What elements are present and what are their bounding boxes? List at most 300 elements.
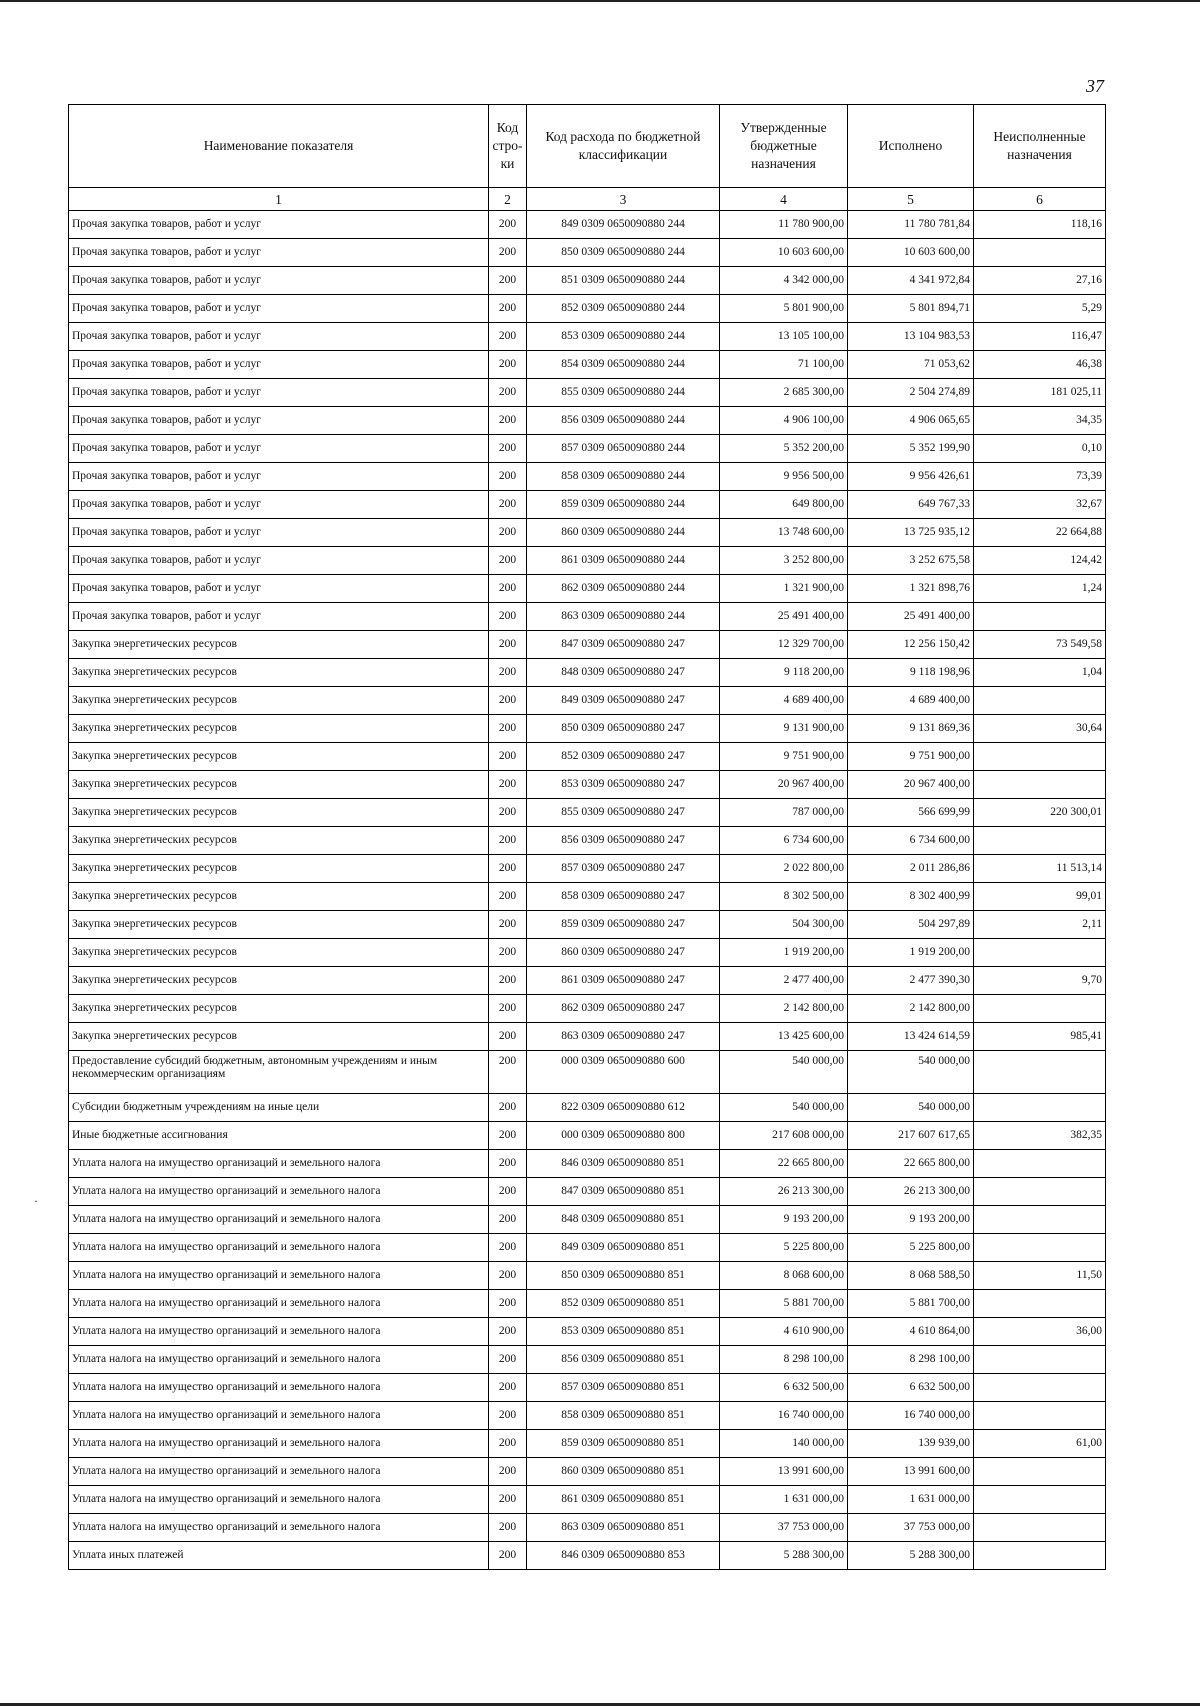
row-approved: 13 991 600,00 bbox=[720, 1458, 848, 1486]
row-unexecuted: 118,16 bbox=[974, 211, 1106, 239]
row-expense-code: 863 0309 0650090880 244 bbox=[527, 603, 720, 631]
row-approved: 140 000,00 bbox=[720, 1430, 848, 1458]
row-name: Прочая закупка товаров, работ и услуг bbox=[69, 211, 489, 239]
row-name: Уплата налога на имущество организаций и земельного налога bbox=[69, 1206, 489, 1234]
row-line-code: 200 bbox=[489, 911, 527, 939]
row-approved: 787 000,00 bbox=[720, 799, 848, 827]
row-name: Уплата налога на имущество организаций и земельного налога bbox=[69, 1402, 489, 1430]
table-row bbox=[69, 295, 1106, 323]
row-executed: 5 352 199,90 bbox=[848, 435, 974, 463]
row-approved: 5 288 300,00 bbox=[720, 1542, 848, 1570]
table-row bbox=[69, 1122, 1106, 1150]
row-name: Закупка энергетических ресурсов bbox=[69, 855, 489, 883]
row-executed: 9 118 198,96 bbox=[848, 659, 974, 687]
row-line-code: 200 bbox=[489, 1402, 527, 1430]
row-unexecuted bbox=[974, 1234, 1106, 1262]
row-executed: 10 603 600,00 bbox=[848, 239, 974, 267]
row-executed: 6 632 500,00 bbox=[848, 1374, 974, 1402]
row-name: Прочая закупка товаров, работ и услуг bbox=[69, 575, 489, 603]
row-line-code: 200 bbox=[489, 1150, 527, 1178]
table-row bbox=[69, 715, 1106, 743]
row-approved: 649 800,00 bbox=[720, 491, 848, 519]
row-approved: 37 753 000,00 bbox=[720, 1514, 848, 1542]
row-approved: 4 906 100,00 bbox=[720, 407, 848, 435]
row-line-code: 200 bbox=[489, 267, 527, 295]
row-executed: 25 491 400,00 bbox=[848, 603, 974, 631]
row-approved: 3 252 800,00 bbox=[720, 547, 848, 575]
row-executed: 12 256 150,42 bbox=[848, 631, 974, 659]
row-executed: 6 734 600,00 bbox=[848, 827, 974, 855]
row-unexecuted: 5,29 bbox=[974, 295, 1106, 323]
row-unexecuted: 11,50 bbox=[974, 1262, 1106, 1290]
row-approved: 2 685 300,00 bbox=[720, 379, 848, 407]
row-unexecuted: 124,42 bbox=[974, 547, 1106, 575]
row-unexecuted: 99,01 bbox=[974, 883, 1106, 911]
row-expense-code: 861 0309 0650090880 244 bbox=[527, 547, 720, 575]
row-unexecuted: 220 300,01 bbox=[974, 799, 1106, 827]
column-number: 2 bbox=[489, 188, 527, 211]
row-name: Закупка энергетических ресурсов bbox=[69, 995, 489, 1023]
row-line-code: 200 bbox=[489, 1178, 527, 1206]
row-executed: 11 780 781,84 bbox=[848, 211, 974, 239]
row-expense-code: 857 0309 0650090880 851 bbox=[527, 1374, 720, 1402]
table-row bbox=[69, 1150, 1106, 1178]
row-approved: 9 193 200,00 bbox=[720, 1206, 848, 1234]
row-executed: 13 424 614,59 bbox=[848, 1023, 974, 1051]
row-name: Закупка энергетических ресурсов bbox=[69, 687, 489, 715]
row-line-code: 200 bbox=[489, 1262, 527, 1290]
row-executed: 504 297,89 bbox=[848, 911, 974, 939]
table-row bbox=[69, 211, 1106, 239]
row-unexecuted bbox=[974, 1178, 1106, 1206]
row-approved: 504 300,00 bbox=[720, 911, 848, 939]
row-unexecuted bbox=[974, 1150, 1106, 1178]
row-unexecuted: 46,38 bbox=[974, 351, 1106, 379]
page-number: 37 bbox=[1086, 76, 1104, 96]
row-expense-code: 846 0309 0650090880 853 bbox=[527, 1542, 720, 1570]
row-expense-code: 859 0309 0650090880 851 bbox=[527, 1430, 720, 1458]
row-executed: 649 767,33 bbox=[848, 491, 974, 519]
row-expense-code: 850 0309 0650090880 851 bbox=[527, 1262, 720, 1290]
table-row bbox=[69, 1234, 1106, 1262]
row-name: Уплата иных платежей bbox=[69, 1542, 489, 1570]
row-unexecuted bbox=[974, 995, 1106, 1023]
row-expense-code: 000 0309 0650090880 800 bbox=[527, 1122, 720, 1150]
row-executed: 1 919 200,00 bbox=[848, 939, 974, 967]
row-expense-code: 854 0309 0650090880 244 bbox=[527, 351, 720, 379]
table-row bbox=[69, 1023, 1106, 1051]
row-name: Закупка энергетических ресурсов bbox=[69, 883, 489, 911]
row-line-code: 200 bbox=[489, 1206, 527, 1234]
table-row bbox=[69, 1346, 1106, 1374]
row-approved: 10 603 600,00 bbox=[720, 239, 848, 267]
row-approved: 6 734 600,00 bbox=[720, 827, 848, 855]
row-expense-code: 862 0309 0650090880 247 bbox=[527, 995, 720, 1023]
table-row bbox=[69, 1290, 1106, 1318]
row-unexecuted bbox=[974, 1206, 1106, 1234]
row-approved: 13 425 600,00 bbox=[720, 1023, 848, 1051]
table-row bbox=[69, 323, 1106, 351]
table-row bbox=[69, 631, 1106, 659]
budget-execution-table bbox=[68, 104, 1106, 1570]
row-line-code: 200 bbox=[489, 631, 527, 659]
table-row bbox=[69, 1486, 1106, 1514]
row-approved: 71 100,00 bbox=[720, 351, 848, 379]
row-executed: 8 298 100,00 bbox=[848, 1346, 974, 1374]
row-expense-code: 859 0309 0650090880 247 bbox=[527, 911, 720, 939]
row-unexecuted: 36,00 bbox=[974, 1318, 1106, 1346]
table-row bbox=[69, 575, 1106, 603]
row-unexecuted bbox=[974, 239, 1106, 267]
row-approved: 20 967 400,00 bbox=[720, 771, 848, 799]
row-unexecuted bbox=[974, 743, 1106, 771]
row-unexecuted bbox=[974, 1051, 1106, 1094]
row-expense-code: 822 0309 0650090880 612 bbox=[527, 1094, 720, 1122]
row-expense-code: 860 0309 0650090880 244 bbox=[527, 519, 720, 547]
row-expense-code: 855 0309 0650090880 244 bbox=[527, 379, 720, 407]
row-line-code: 200 bbox=[489, 295, 527, 323]
row-expense-code: 852 0309 0650090880 851 bbox=[527, 1290, 720, 1318]
row-expense-code: 853 0309 0650090880 244 bbox=[527, 323, 720, 351]
row-line-code: 200 bbox=[489, 687, 527, 715]
row-approved: 1 631 000,00 bbox=[720, 1486, 848, 1514]
row-name: Прочая закупка товаров, работ и услуг bbox=[69, 603, 489, 631]
row-line-code: 200 bbox=[489, 715, 527, 743]
row-unexecuted: 985,41 bbox=[974, 1023, 1106, 1051]
row-name: Уплата налога на имущество организаций и земельного налога bbox=[69, 1374, 489, 1402]
row-approved: 11 780 900,00 bbox=[720, 211, 848, 239]
row-executed: 20 967 400,00 bbox=[848, 771, 974, 799]
row-unexecuted: 116,47 bbox=[974, 323, 1106, 351]
row-unexecuted bbox=[974, 1458, 1106, 1486]
row-name: Прочая закупка товаров, работ и услуг bbox=[69, 547, 489, 575]
row-executed: 4 906 065,65 bbox=[848, 407, 974, 435]
row-expense-code: 000 0309 0650090880 600 bbox=[527, 1051, 720, 1094]
row-name: Прочая закупка товаров, работ и услуг bbox=[69, 239, 489, 267]
row-name: Уплата налога на имущество организаций и земельного налога bbox=[69, 1430, 489, 1458]
row-unexecuted: 382,35 bbox=[974, 1122, 1106, 1150]
row-approved: 13 105 100,00 bbox=[720, 323, 848, 351]
row-executed: 8 302 400,99 bbox=[848, 883, 974, 911]
row-line-code: 200 bbox=[489, 211, 527, 239]
row-unexecuted bbox=[974, 1374, 1106, 1402]
row-expense-code: 850 0309 0650090880 244 bbox=[527, 239, 720, 267]
row-approved: 2 477 400,00 bbox=[720, 967, 848, 995]
row-expense-code: 858 0309 0650090880 247 bbox=[527, 883, 720, 911]
row-unexecuted bbox=[974, 1514, 1106, 1542]
table-row bbox=[69, 771, 1106, 799]
row-expense-code: 863 0309 0650090880 247 bbox=[527, 1023, 720, 1051]
column-number-row bbox=[69, 188, 1106, 211]
table-row bbox=[69, 435, 1106, 463]
table-row bbox=[69, 883, 1106, 911]
row-approved: 5 801 900,00 bbox=[720, 295, 848, 323]
row-executed: 9 956 426,61 bbox=[848, 463, 974, 491]
row-expense-code: 847 0309 0650090880 247 bbox=[527, 631, 720, 659]
row-unexecuted: 61,00 bbox=[974, 1430, 1106, 1458]
row-expense-code: 863 0309 0650090880 851 bbox=[527, 1514, 720, 1542]
row-executed: 13 991 600,00 bbox=[848, 1458, 974, 1486]
table-row bbox=[69, 799, 1106, 827]
row-executed: 3 252 675,58 bbox=[848, 547, 974, 575]
row-line-code: 200 bbox=[489, 743, 527, 771]
row-line-code: 200 bbox=[489, 1458, 527, 1486]
row-approved: 5 352 200,00 bbox=[720, 435, 848, 463]
row-expense-code: 861 0309 0650090880 851 bbox=[527, 1486, 720, 1514]
row-executed: 540 000,00 bbox=[848, 1051, 974, 1094]
row-line-code: 200 bbox=[489, 351, 527, 379]
row-approved: 8 068 600,00 bbox=[720, 1262, 848, 1290]
row-expense-code: 849 0309 0650090880 247 bbox=[527, 687, 720, 715]
table-row bbox=[69, 267, 1106, 295]
row-name: Закупка энергетических ресурсов bbox=[69, 1023, 489, 1051]
row-name: Прочая закупка товаров, работ и услуг bbox=[69, 491, 489, 519]
scan-edge-top bbox=[0, 0, 1200, 2]
row-expense-code: 856 0309 0650090880 851 bbox=[527, 1346, 720, 1374]
header-executed: Исполнено bbox=[848, 105, 974, 188]
row-name: Уплата налога на имущество организаций и земельного налога bbox=[69, 1290, 489, 1318]
row-executed: 2 504 274,89 bbox=[848, 379, 974, 407]
row-name: Уплата налога на имущество организаций и земельного налога bbox=[69, 1262, 489, 1290]
header-name: Наименование показателя bbox=[69, 105, 489, 188]
table-row bbox=[69, 519, 1106, 547]
row-unexecuted bbox=[974, 603, 1106, 631]
row-unexecuted bbox=[974, 771, 1106, 799]
row-unexecuted bbox=[974, 687, 1106, 715]
table-row bbox=[69, 855, 1106, 883]
column-number: 1 bbox=[69, 188, 489, 211]
row-unexecuted: 1,04 bbox=[974, 659, 1106, 687]
table-row bbox=[69, 1514, 1106, 1542]
row-unexecuted: 9,70 bbox=[974, 967, 1106, 995]
row-executed: 9 131 869,36 bbox=[848, 715, 974, 743]
column-number: 5 bbox=[848, 188, 974, 211]
row-expense-code: 856 0309 0650090880 247 bbox=[527, 827, 720, 855]
row-name: Уплата налога на имущество организаций и земельного налога bbox=[69, 1514, 489, 1542]
row-executed: 540 000,00 bbox=[848, 1094, 974, 1122]
row-executed: 4 610 864,00 bbox=[848, 1318, 974, 1346]
row-line-code: 200 bbox=[489, 967, 527, 995]
row-executed: 566 699,99 bbox=[848, 799, 974, 827]
table-row bbox=[69, 743, 1106, 771]
row-approved: 8 298 100,00 bbox=[720, 1346, 848, 1374]
row-line-code: 200 bbox=[489, 323, 527, 351]
header-approved: Утвержденные бюджетные назначения bbox=[720, 105, 848, 188]
row-approved: 9 751 900,00 bbox=[720, 743, 848, 771]
row-name: Прочая закупка товаров, работ и услуг bbox=[69, 267, 489, 295]
table-row bbox=[69, 687, 1106, 715]
table-row bbox=[69, 911, 1106, 939]
row-name: Прочая закупка товаров, работ и услуг bbox=[69, 407, 489, 435]
row-expense-code: 853 0309 0650090880 851 bbox=[527, 1318, 720, 1346]
row-executed: 9 193 200,00 bbox=[848, 1206, 974, 1234]
row-line-code: 200 bbox=[489, 1542, 527, 1570]
row-unexecuted: 73,39 bbox=[974, 463, 1106, 491]
row-expense-code: 857 0309 0650090880 247 bbox=[527, 855, 720, 883]
row-line-code: 200 bbox=[489, 1318, 527, 1346]
row-executed: 26 213 300,00 bbox=[848, 1178, 974, 1206]
row-approved: 9 118 200,00 bbox=[720, 659, 848, 687]
row-name: Прочая закупка товаров, работ и услуг bbox=[69, 379, 489, 407]
margin-mark: · bbox=[34, 1194, 38, 1208]
header-unexecuted: Неисполненные назначения bbox=[974, 105, 1106, 188]
row-expense-code: 849 0309 0650090880 851 bbox=[527, 1234, 720, 1262]
row-expense-code: 856 0309 0650090880 244 bbox=[527, 407, 720, 435]
row-line-code: 200 bbox=[489, 1430, 527, 1458]
row-line-code: 200 bbox=[489, 995, 527, 1023]
table-row bbox=[69, 351, 1106, 379]
row-executed: 2 011 286,86 bbox=[848, 855, 974, 883]
row-approved: 8 302 500,00 bbox=[720, 883, 848, 911]
row-line-code: 200 bbox=[489, 407, 527, 435]
row-expense-code: 861 0309 0650090880 247 bbox=[527, 967, 720, 995]
table-row bbox=[69, 239, 1106, 267]
row-line-code: 200 bbox=[489, 827, 527, 855]
row-expense-code: 855 0309 0650090880 247 bbox=[527, 799, 720, 827]
table-row bbox=[69, 1178, 1106, 1206]
table-row bbox=[69, 603, 1106, 631]
row-expense-code: 848 0309 0650090880 851 bbox=[527, 1206, 720, 1234]
row-executed: 2 142 800,00 bbox=[848, 995, 974, 1023]
row-line-code: 200 bbox=[489, 435, 527, 463]
row-expense-code: 858 0309 0650090880 851 bbox=[527, 1402, 720, 1430]
row-unexecuted: 22 664,88 bbox=[974, 519, 1106, 547]
row-line-code: 200 bbox=[489, 799, 527, 827]
row-unexecuted: 181 025,11 bbox=[974, 379, 1106, 407]
row-name: Прочая закупка товаров, работ и услуг bbox=[69, 351, 489, 379]
row-approved: 2 142 800,00 bbox=[720, 995, 848, 1023]
row-name: Прочая закупка товаров, работ и услуг bbox=[69, 323, 489, 351]
table-row bbox=[69, 407, 1106, 435]
row-executed: 8 068 588,50 bbox=[848, 1262, 974, 1290]
row-expense-code: 847 0309 0650090880 851 bbox=[527, 1178, 720, 1206]
row-line-code: 200 bbox=[489, 239, 527, 267]
row-approved: 6 632 500,00 bbox=[720, 1374, 848, 1402]
row-line-code: 200 bbox=[489, 1514, 527, 1542]
row-unexecuted: 0,10 bbox=[974, 435, 1106, 463]
row-expense-code: 860 0309 0650090880 851 bbox=[527, 1458, 720, 1486]
row-approved: 12 329 700,00 bbox=[720, 631, 848, 659]
row-approved: 4 610 900,00 bbox=[720, 1318, 848, 1346]
table-row bbox=[69, 1402, 1106, 1430]
row-executed: 2 477 390,30 bbox=[848, 967, 974, 995]
row-name: Закупка энергетических ресурсов bbox=[69, 827, 489, 855]
row-unexecuted: 73 549,58 bbox=[974, 631, 1106, 659]
row-approved: 540 000,00 bbox=[720, 1051, 848, 1094]
row-name: Закупка энергетических ресурсов bbox=[69, 771, 489, 799]
row-name: Уплата налога на имущество организаций и земельного налога bbox=[69, 1458, 489, 1486]
row-approved: 9 956 500,00 bbox=[720, 463, 848, 491]
row-line-code: 200 bbox=[489, 771, 527, 799]
table-row bbox=[69, 659, 1106, 687]
row-name: Прочая закупка товаров, работ и услуг bbox=[69, 295, 489, 323]
row-executed: 9 751 900,00 bbox=[848, 743, 974, 771]
table-row bbox=[69, 827, 1106, 855]
row-unexecuted: 34,35 bbox=[974, 407, 1106, 435]
row-line-code: 200 bbox=[489, 1094, 527, 1122]
row-expense-code: 851 0309 0650090880 244 bbox=[527, 267, 720, 295]
row-line-code: 200 bbox=[489, 883, 527, 911]
row-name: Закупка энергетических ресурсов bbox=[69, 911, 489, 939]
table-row bbox=[69, 1430, 1106, 1458]
row-line-code: 200 bbox=[489, 575, 527, 603]
table-row bbox=[69, 1374, 1106, 1402]
row-approved: 217 608 000,00 bbox=[720, 1122, 848, 1150]
row-executed: 1 321 898,76 bbox=[848, 575, 974, 603]
table-row bbox=[69, 491, 1106, 519]
table-row bbox=[69, 1262, 1106, 1290]
row-approved: 2 022 800,00 bbox=[720, 855, 848, 883]
row-line-code: 200 bbox=[489, 1486, 527, 1514]
row-name: Иные бюджетные ассигнования bbox=[69, 1122, 489, 1150]
row-executed: 217 607 617,65 bbox=[848, 1122, 974, 1150]
row-unexecuted: 2,11 bbox=[974, 911, 1106, 939]
row-name: Предоставление субсидий бюджетным, автономным учреждениям и иным некоммерческим организациям bbox=[69, 1051, 489, 1094]
row-expense-code: 857 0309 0650090880 244 bbox=[527, 435, 720, 463]
header-line-code: Код стро- ки bbox=[489, 105, 527, 188]
row-name: Закупка энергетических ресурсов bbox=[69, 743, 489, 771]
row-approved: 5 225 800,00 bbox=[720, 1234, 848, 1262]
row-name: Закупка энергетических ресурсов bbox=[69, 659, 489, 687]
row-line-code: 200 bbox=[489, 939, 527, 967]
row-unexecuted bbox=[974, 1094, 1106, 1122]
row-name: Уплата налога на имущество организаций и земельного налога bbox=[69, 1150, 489, 1178]
row-expense-code: 860 0309 0650090880 247 bbox=[527, 939, 720, 967]
row-name: Закупка энергетических ресурсов bbox=[69, 967, 489, 995]
row-name: Закупка энергетических ресурсов bbox=[69, 939, 489, 967]
row-approved: 25 491 400,00 bbox=[720, 603, 848, 631]
row-approved: 1 321 900,00 bbox=[720, 575, 848, 603]
row-executed: 13 104 983,53 bbox=[848, 323, 974, 351]
row-expense-code: 849 0309 0650090880 244 bbox=[527, 211, 720, 239]
row-line-code: 200 bbox=[489, 659, 527, 687]
table-row bbox=[69, 1094, 1106, 1122]
row-executed: 22 665 800,00 bbox=[848, 1150, 974, 1178]
row-unexecuted: 27,16 bbox=[974, 267, 1106, 295]
row-unexecuted: 30,64 bbox=[974, 715, 1106, 743]
row-approved: 9 131 900,00 bbox=[720, 715, 848, 743]
table-row bbox=[69, 1051, 1106, 1094]
row-unexecuted bbox=[974, 1346, 1106, 1374]
table-row bbox=[69, 967, 1106, 995]
row-unexecuted bbox=[974, 827, 1106, 855]
row-line-code: 200 bbox=[489, 1374, 527, 1402]
row-expense-code: 852 0309 0650090880 244 bbox=[527, 295, 720, 323]
row-name: Субсидии бюджетным учреждениям на иные цели bbox=[69, 1094, 489, 1122]
row-name: Уплата налога на имущество организаций и земельного налога bbox=[69, 1486, 489, 1514]
row-approved: 4 689 400,00 bbox=[720, 687, 848, 715]
row-name: Уплата налога на имущество организаций и земельного налога bbox=[69, 1346, 489, 1374]
row-name: Уплата налога на имущество организаций и земельного налога bbox=[69, 1234, 489, 1262]
row-unexecuted: 32,67 bbox=[974, 491, 1106, 519]
table-row bbox=[69, 547, 1106, 575]
row-executed: 5 288 300,00 bbox=[848, 1542, 974, 1570]
row-approved: 13 748 600,00 bbox=[720, 519, 848, 547]
row-executed: 139 939,00 bbox=[848, 1430, 974, 1458]
row-executed: 71 053,62 bbox=[848, 351, 974, 379]
row-executed: 13 725 935,12 bbox=[848, 519, 974, 547]
row-unexecuted bbox=[974, 1290, 1106, 1318]
row-unexecuted bbox=[974, 1486, 1106, 1514]
row-name: Закупка энергетических ресурсов bbox=[69, 631, 489, 659]
row-expense-code: 846 0309 0650090880 851 bbox=[527, 1150, 720, 1178]
row-line-code: 200 bbox=[489, 463, 527, 491]
table-row bbox=[69, 1318, 1106, 1346]
row-name: Уплата налога на имущество организаций и земельного налога bbox=[69, 1318, 489, 1346]
row-expense-code: 858 0309 0650090880 244 bbox=[527, 463, 720, 491]
row-line-code: 200 bbox=[489, 379, 527, 407]
row-name: Закупка энергетических ресурсов bbox=[69, 799, 489, 827]
